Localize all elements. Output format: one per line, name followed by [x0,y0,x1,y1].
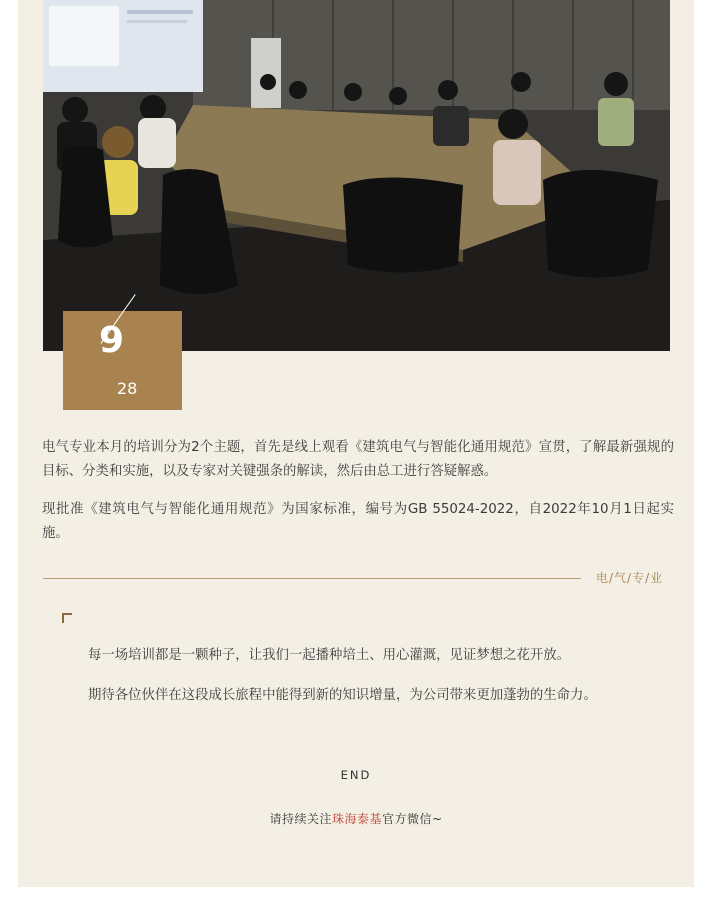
quote-paragraph: 每一场培训都是一颗种子，让我们一起播种培土、用心灌溉，见证梦想之花开放。 [88,648,571,663]
date-badge [63,311,182,410]
brand-name: 珠海泰基 [331,812,382,826]
body-paragraph: 电气专业本月的培训分为2个主题，首先是线上观看《建筑电气与智能化通用规范》宣贯，了解最新强规的目标、分类和实施，以及专家对关键强条的解读，然后由总工进行答疑解惑。 [42,440,674,479]
quote-paragraph: 期待各位伙伴在这段成长旅程中能得到新的知识增量，为公司带来更加蓬勃的生命力。 [88,688,597,703]
meeting-room-illustration [43,0,670,351]
meeting-photo [43,0,670,351]
end-label: END [340,768,372,782]
date-month: 28 [117,379,138,398]
section-divider [43,578,581,579]
date-day: 9 [99,320,125,361]
quote-corner-icon [62,613,72,623]
body-paragraph: 现批准《建筑电气与智能化通用规范》为国家标准，编号为GB 55024-2022，自2022年10月1日起实施。 [42,502,674,541]
follow-prefix: 请持续关注 [269,812,332,826]
follow-line [0,810,712,827]
section-tag: 电/气/专/业 [596,571,664,585]
follow-suffix: 官方微信~ [381,812,443,826]
